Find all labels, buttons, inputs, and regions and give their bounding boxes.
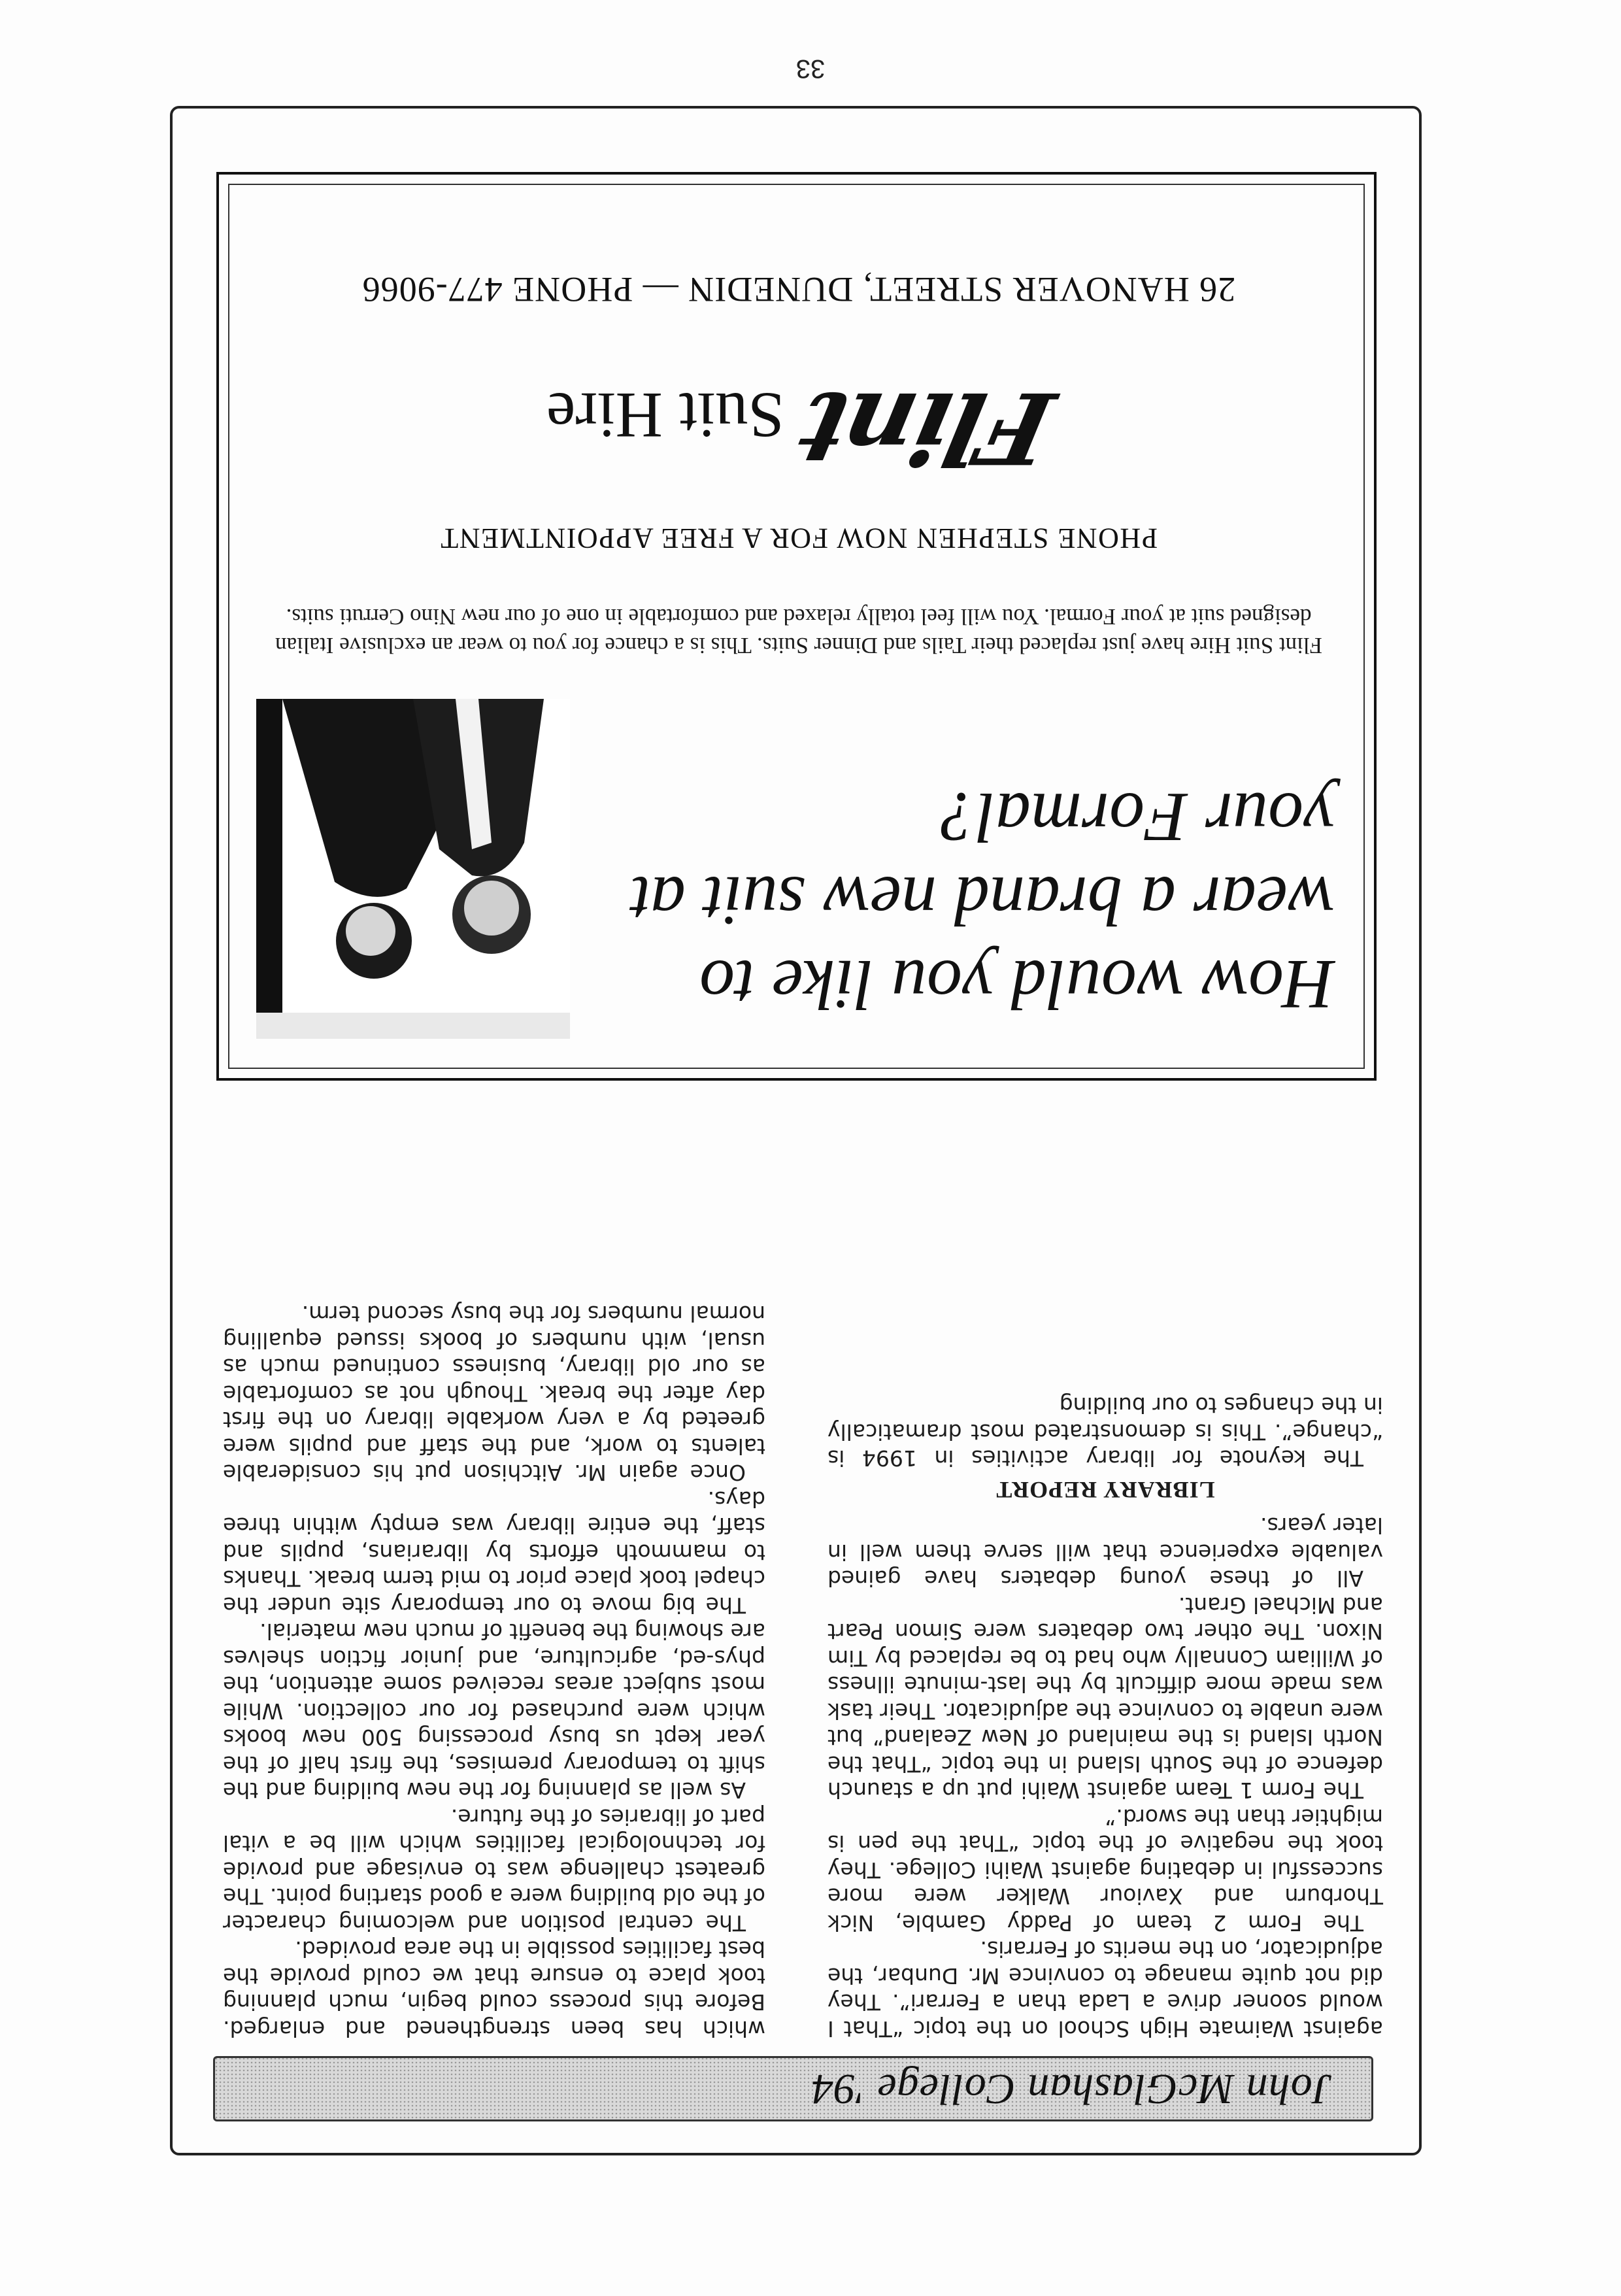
library-paragraph: The central position and welcoming character of the old building were a good starting point. The greatest challenge was to envisage and provide for technological facilities which will be a vital part of libraries of the future. xyxy=(223,1804,765,1936)
library-paragraph: As well as planning for the new building and the shift to temporary premises, the first half of the year kept us busy processing 500 new books which were purchased for our collection. While most subject areas received some attention, the phys-ed, agriculture, and junior fiction shelves are showing the benefit of much new material. xyxy=(223,1619,765,1804)
debate-paragraph: All of these young debaters have gained valuable experience that will serve them well in later years. xyxy=(827,1513,1383,1592)
ad-body-text: Flint Suit Hire have just replaced their Tails and Dinner Suits. This is a chance for you to wear an exclusive Italian designed suit at your Formal. You will feel totally relaxed and comfortable in one of our new Nino Cerruti suits. xyxy=(275,604,1322,658)
library-paragraph: which has been strengthened and enlarged. Before this process could begin, much planning took place to ensure that we could provide the best facilities possible in the area provided. xyxy=(223,1936,765,2042)
flint-logo-text: Suit Hire xyxy=(546,379,784,452)
flint-logo xyxy=(263,352,1335,503)
debate-paragraph: The Form 2 team of Paddy Gamble, Nick Thorburn and Xaviour Walker were more successful in debating against Waihi College. They took the negative of the topic “That the pen is mightier than the sword.” xyxy=(827,1804,1383,1936)
ad-address: 26 HANOVER STREET, DUNEDIN — PHONE 477-9066 xyxy=(361,270,1236,309)
library-paragraph: The big move to our temporary site under the chapel took place prior to mid term break. Thanks to mammoth efforts by librarians, pupils and staff, the entire library was empty within three days. xyxy=(223,1487,765,1618)
page-number: 33 xyxy=(795,54,826,83)
library-report-heading: LIBRARY REPORT xyxy=(995,1477,1215,1503)
library-paragraph: Once again Mr. Aitchison put his considerable talents to work, and the staff and pupils were greeted by a very workable library on the first day after the break. Though not as comfortable as our old library, business continued much as usual, with numbers of books issued equalling normal numbers for the busy second term. xyxy=(223,1301,765,1486)
left-column xyxy=(827,1392,1383,2042)
ad-headline: How would you like to wear a brand new suit at your Formal? xyxy=(630,778,1335,1023)
ad-call-to-action: PHONE STEPHEN NOW FOR A FREE APPOINTMENT xyxy=(439,522,1158,554)
header-band xyxy=(213,2056,1373,2121)
flint-logo-script: Flint xyxy=(791,370,1063,485)
debate-paragraph: The Form 1 Team against Waihi put up a staunch defence of the South Island in the topic “That the North Island is the mainland of New Zealand” but were unable to convince the adjudicator. Their task was made more difficult by the last-minute illness of William Connally who had to be replaced by Tim Nixon. The other two debaters were Simon Peart and Michael Grant. xyxy=(827,1593,1383,1804)
header-title: John McGlashan College '94 xyxy=(811,2065,1332,2113)
library-paragraph: The keynote for library activities in 1994 is “change”. This is demonstrated most dramatically in the changes to our building xyxy=(827,1393,1383,1472)
right-column xyxy=(223,1300,765,2042)
page-frame xyxy=(170,106,1422,2155)
debate-paragraph: against Waimate High School on the topic “That I would sooner drive a Lada than a Ferrari”. They did not quite manage to convince Mr. Dunbar, the adjudicator, on the merits of Ferraris. xyxy=(827,1936,1383,2042)
ad-photo-couple xyxy=(256,699,570,1039)
suit-hire-advertisement xyxy=(216,172,1377,1081)
